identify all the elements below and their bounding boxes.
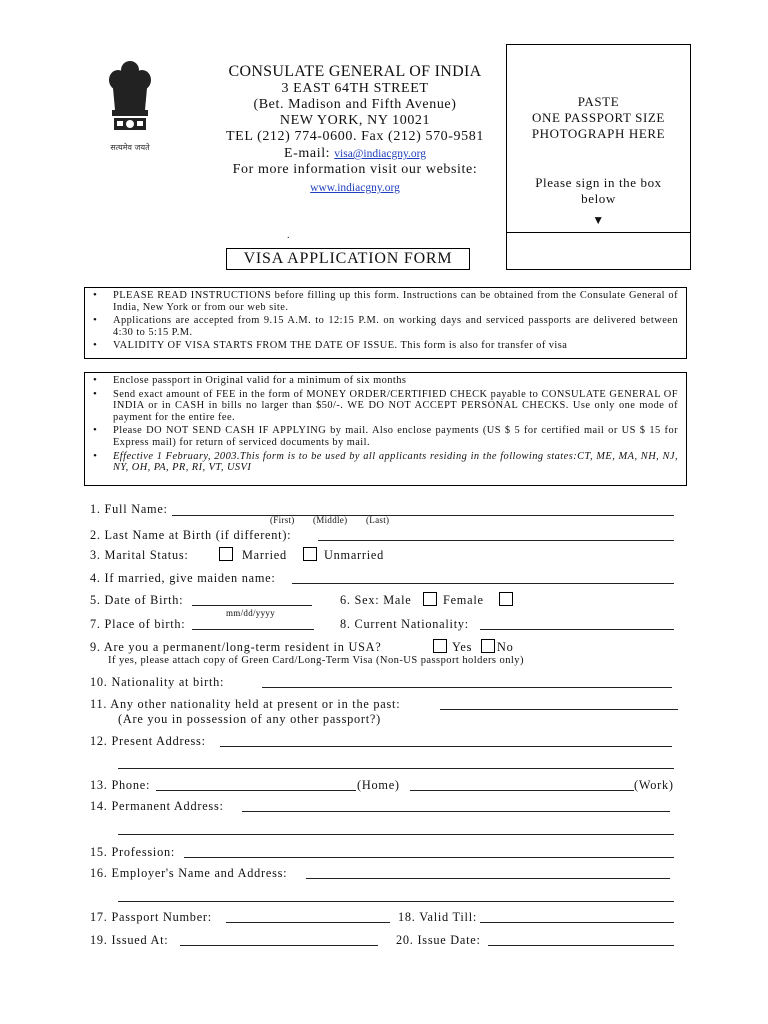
home-phone-field[interactable] (156, 790, 356, 791)
unmarried-checkbox[interactable] (303, 547, 317, 561)
current-nationality-label: 8. Current Nationality: (340, 617, 469, 631)
photo-here-text: PHOTOGRAPH HERE (531, 126, 666, 141)
first-name-hint: (First) (270, 515, 295, 525)
full-name-label: 1. Full Name: (90, 502, 168, 516)
profession-field[interactable] (184, 857, 674, 858)
valid-till-field[interactable] (480, 922, 674, 923)
instruction-item: • PLEASE READ INSTRUCTIONS before filling up this form. Instructions can be obtained from the Consulate General of India, New York or from our web site. (91, 290, 678, 313)
instruction-item: • Effective 1 February, 2003.This form is to be used by all applicants residing in the following states:CT, ME, MA, NH, NJ, NY, OH, PA, PR, RI, VT, USVI (91, 451, 678, 474)
issued-at-label: 19. Issued At: (90, 933, 169, 947)
address-line-1: 3 EAST 64TH STREET (281, 81, 429, 96)
instructions-box-1 (84, 287, 687, 359)
middle-name-hint: (Middle) (313, 515, 348, 525)
arrow-down-icon: ▼ (592, 213, 605, 227)
phone-label: 13. Phone: (90, 778, 151, 792)
marital-status-label: 3. Marital Status: (90, 548, 189, 562)
female-label: Female (443, 593, 484, 607)
email-label: E-mail: (283, 146, 335, 161)
permanent-address-field-line-2[interactable] (118, 834, 674, 835)
website-link[interactable]: www.indiacgny.org (310, 182, 400, 194)
photo-paste-text: PASTE (577, 94, 620, 109)
employer-field-line-2[interactable] (118, 901, 674, 902)
nationality-at-birth-label: 10. Nationality at birth: (90, 675, 225, 689)
present-address-field-line-2[interactable] (118, 768, 674, 769)
current-nationality-field[interactable] (480, 629, 674, 630)
resident-no-checkbox[interactable] (481, 639, 495, 653)
email-link[interactable]: visa@indiacgny.org (334, 148, 426, 160)
maiden-name-field[interactable] (292, 583, 674, 584)
sign-below-text: below (581, 191, 616, 206)
passport-number-label: 17. Passport Number: (90, 910, 212, 924)
photo-size-text: ONE PASSPORT SIZE (532, 110, 665, 125)
other-nationality-label: 11. Any other nationality held at present or in the past: (90, 697, 401, 711)
home-phone-label: (Home) (357, 778, 400, 792)
date-of-birth-label: 5. Date of Birth: (90, 593, 184, 607)
green-card-note: If yes, please attach copy of Green Card/Long-Term Visa (Non-US passport holders only) (108, 655, 524, 666)
resident-no-label: No (497, 640, 514, 654)
stray-dot: . (287, 230, 290, 241)
employer-field[interactable] (306, 878, 670, 879)
consulate-title: CONSULATE GENERAL OF INDIA (228, 63, 482, 80)
instruction-item: • Applications are accepted from 9.15 A.M. to 12:15 P.M. on working days and serviced passports are delivered between 4:30 to 5:15 P.M. (91, 315, 678, 338)
email-line (196, 146, 514, 162)
address-line-2: (Bet. Madison and Fifth Avenue) (253, 97, 457, 112)
resident-yes-checkbox[interactable] (433, 639, 447, 653)
last-name-hint: (Last) (366, 515, 390, 525)
other-passport-question: (Are you in possession of any other passport?) (118, 712, 381, 726)
signature-box-divider (506, 232, 691, 233)
instruction-item: • Please DO NOT SEND CASH IF APPLYING by mail. Also enclose payments (US $ 5 for certified mail or US $ 15 for Express mail) for return of serviced documents by mail. (91, 425, 678, 448)
valid-till-label: 18. Valid Till: (398, 910, 478, 924)
work-phone-field[interactable] (410, 790, 634, 791)
passport-number-field[interactable] (226, 922, 390, 923)
date-format-hint: mm/dd/yyyy (226, 608, 276, 618)
place-of-birth-field[interactable] (192, 629, 314, 630)
male-checkbox[interactable] (423, 592, 437, 606)
instruction-item: • VALIDITY OF VISA STARTS FROM THE DATE OF ISSUE. This form is also for transfer of visa (91, 340, 678, 352)
maiden-name-label: 4. If married, give maiden name: (90, 571, 276, 585)
issued-at-field[interactable] (180, 945, 378, 946)
place-of-birth-label: 7. Place of birth: (90, 617, 186, 631)
sign-instruction-text: Please sign in the box (535, 175, 662, 190)
female-checkbox[interactable] (499, 592, 513, 606)
employer-label: 16. Employer's Name and Address: (90, 866, 288, 880)
website-line (196, 180, 514, 196)
resident-yes-label: Yes (452, 640, 473, 654)
other-nationality-field[interactable] (440, 709, 678, 710)
date-of-birth-field[interactable] (192, 605, 312, 606)
instructions-box-2 (84, 372, 687, 486)
nationality-at-birth-field[interactable] (262, 687, 672, 688)
city-line: NEW YORK, NY 10021 (279, 113, 431, 128)
unmarried-label: Unmarried (324, 548, 385, 562)
instruction-item: • Send exact amount of FEE in the form of MONEY ORDER/CERTIFIED CHECK payable to CONSULATE GENERAL OF INDIA or in CASH in bills no larger than $50/-. WE DO NOT ACCEPT PERSONAL CHECKS. Use only one mode of payment for the entire fee. (91, 389, 678, 424)
resident-question-label: 9. Are you a permanent/long-term resident in USA? (90, 640, 382, 654)
profession-label: 15. Profession: (90, 845, 176, 859)
full-name-field[interactable] (172, 515, 674, 516)
present-address-field[interactable] (220, 746, 672, 747)
signature-box[interactable] (507, 234, 690, 269)
website-info-line: For more information visit our website: (232, 162, 478, 177)
permanent-address-field[interactable] (242, 811, 670, 812)
married-checkbox[interactable] (219, 547, 233, 561)
married-label: Married (242, 548, 287, 562)
last-name-at-birth-field[interactable] (318, 540, 674, 541)
sex-male-label: 6. Sex: Male (340, 593, 412, 607)
phone-fax-line: TEL (212) 774-0600. Fax (212) 570-9581 (226, 129, 484, 144)
work-phone-label: (Work) (634, 778, 674, 792)
emblem-motto: सत्यमेव जयते (110, 143, 150, 152)
issue-date-label: 20. Issue Date: (396, 933, 481, 947)
permanent-address-label: 14. Permanent Address: (90, 799, 224, 813)
present-address-label: 12. Present Address: (90, 734, 206, 748)
form-title: VISA APPLICATION FORM (226, 248, 470, 270)
issue-date-field[interactable] (488, 945, 674, 946)
instruction-item: • Enclose passport in Original valid for a minimum of six months (91, 375, 678, 387)
national-emblem-logo (106, 58, 154, 160)
last-name-at-birth-label: 2. Last Name at Birth (if different): (90, 528, 292, 542)
